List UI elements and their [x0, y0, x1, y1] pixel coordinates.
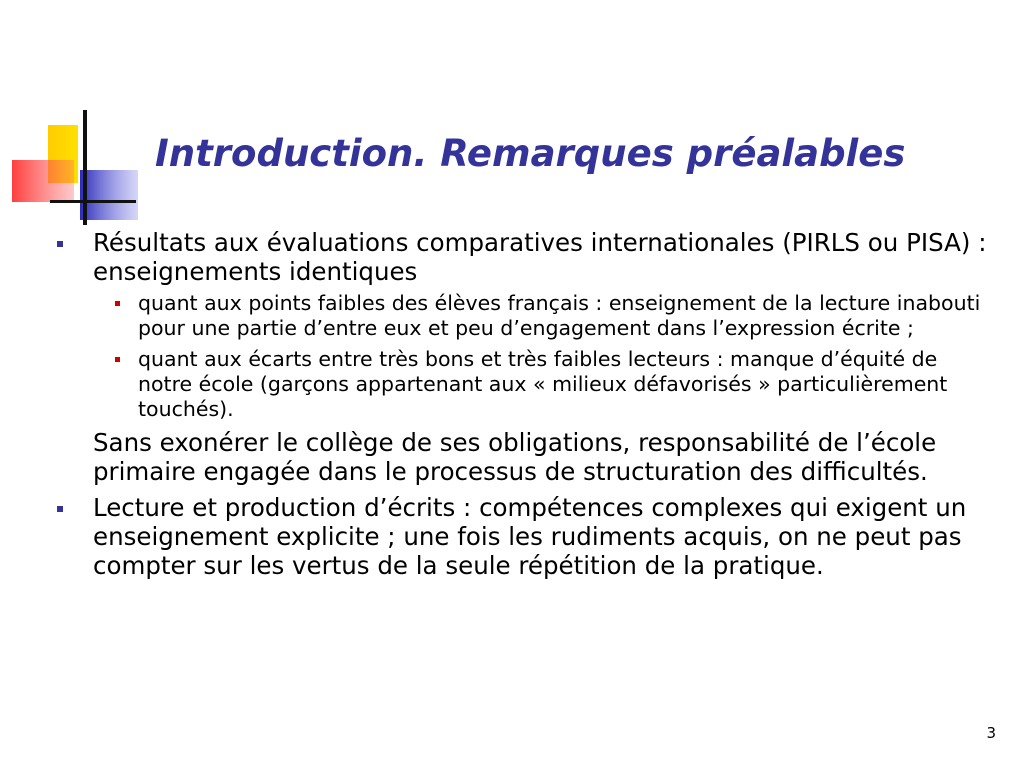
bullet-item — [0, 228, 1024, 286]
decorative-logo — [0, 0, 150, 240]
sub-bullet-square-icon — [115, 357, 120, 362]
bullet-square-icon — [57, 506, 63, 512]
sub-bullet-item — [0, 291, 1024, 341]
slide-content — [0, 228, 1024, 585]
page-number: 3 — [986, 724, 996, 742]
paragraph: Sans exonérer le collège de ses obligations, responsabilité de l’école primaire engagée dans le processus de structuration des difficultés. — [93, 428, 937, 486]
logo-blue-square — [80, 170, 138, 220]
bullet-square-icon — [57, 241, 63, 247]
bullet-text: Lecture et production d’écrits : compétences complexes qui exigent un enseignement explicite ; une fois les rudiments acquis, on ne peut pas compter sur les vertus de la seule répétition de la pratique. — [93, 493, 967, 580]
logo-horizontal-bar — [50, 200, 136, 203]
sub-bullet-item — [0, 347, 1024, 422]
logo-vertical-bar — [83, 110, 87, 225]
logo-red-square — [12, 160, 74, 202]
sub-bullet-text: quant aux points faibles des élèves français : enseignement de la lecture inabouti pour une partie d’entre eux et peu d’engagement dans l’expression écrite ; — [138, 291, 981, 340]
slide-title: Introduction. Remarques préalables — [155, 132, 906, 175]
bullet-text: Résultats aux évaluations comparatives internationales (PIRLS ou PISA) : enseignements identiques — [93, 228, 987, 286]
bullet-item — [0, 493, 1024, 580]
sub-bullet-square-icon — [115, 301, 120, 306]
sub-bullet-text: quant aux écarts entre très bons et très faibles lecteurs : manque d’équité de notre école (garçons appartenant aux « milieux défavorisés » particulièrement touchés). — [138, 347, 948, 421]
